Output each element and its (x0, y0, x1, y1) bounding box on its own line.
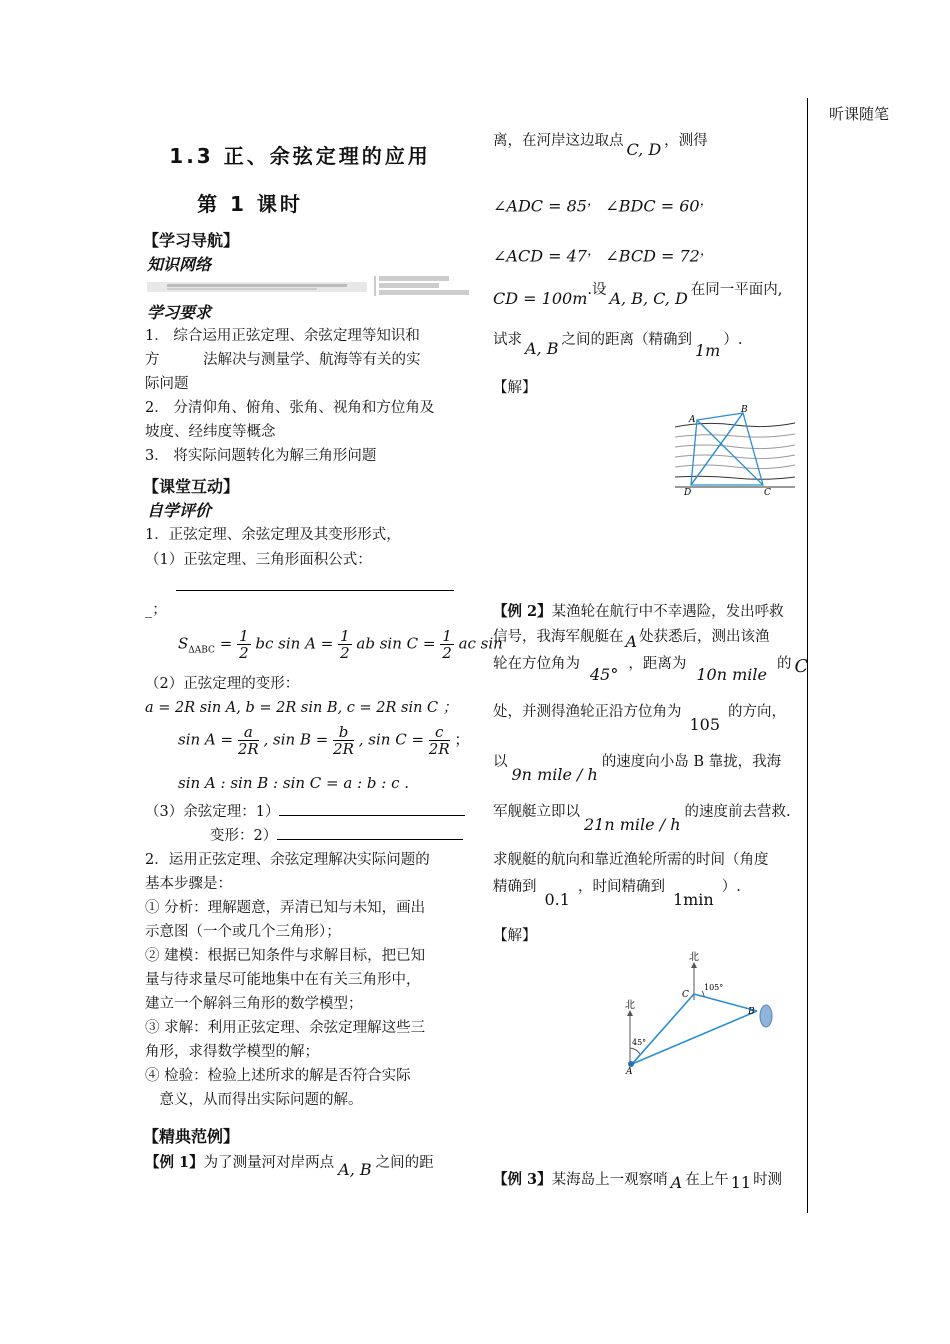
margin-note-label: 听课随笔 (829, 105, 890, 123)
svg-text:D: D (684, 488, 692, 498)
sine-form-1: a = 2R sin A, b = 2R sin B, c = 2R sin C ； (145, 700, 458, 716)
requirement-line: 3． 将实际问题转化为解三角形问题 (145, 448, 377, 464)
section-heading-nav: 【学习导航】 (143, 231, 240, 250)
svg-text:B: B (741, 405, 748, 415)
example-1-intro: 【例 1】为了测量河对岸两点 A, B 之间的距 (145, 1154, 434, 1179)
river-figure (675, 405, 795, 500)
q2-line: 示意图（一个或几个三角形）； (145, 924, 341, 940)
q1-part2: （2）正弦定理的变形： (145, 676, 300, 692)
requirement-line: 方 法解决与测量学、航海等有关的实 (145, 352, 421, 368)
svg-text:北: 北 (625, 1000, 635, 1011)
sine-form-2: sin A = $\frac{a}{2R}$ , sin B = $\frac{b}{2R}$ , sin C = $\frac{c}{2R}$ ； (178, 723, 470, 758)
q2-steps (145, 848, 465, 1112)
blank-line (277, 825, 463, 840)
ex2-line3: 轮在方位角为45°，距离为10n mile的 C (493, 656, 809, 684)
ex2-line6: 军舰艇立即以21n mile / h的速度前去营救. (493, 804, 791, 834)
svg-text:105°: 105° (704, 983, 724, 992)
ex1-line1: 离，在河岸这边取点 C, D ，测得 (493, 133, 708, 159)
requirements-list (145, 324, 465, 468)
ex2-line: 【例 2】某渔轮在航行中不幸遇险，发出呼救 (493, 603, 784, 620)
section-heading-examples: 【精典范例】 (143, 1127, 240, 1146)
navigation-figure (620, 950, 780, 1075)
q1-part1: （1）正弦定理、三角形面积公式： (145, 552, 372, 568)
ex2-line4: 处，并测得渔轮正沿方位角为105的方向， (493, 704, 787, 734)
knowledge-network-image (147, 274, 477, 298)
ex2-line7: 求舰艇的航向和靠近渔轮所需的时间（角度 (493, 852, 769, 868)
ex1-line5: 试求 A, B 之间的距离（精确到1m）. (493, 332, 743, 360)
q2-line: ① 分析：理解题意，弄清已知与未知，画出 (145, 900, 426, 916)
q2-line: 量与待求量尽可能地集中在有关三角形中， (145, 972, 421, 988)
svg-text:A: A (626, 1067, 633, 1077)
svg-text:C: C (682, 990, 689, 1000)
requirement-line: 坡度、经纬度等概念 (145, 424, 276, 440)
svg-text:45°: 45° (632, 1038, 647, 1047)
ex1-angle-line1: ∠ADC = 85， ∠BDC = 60， (493, 194, 713, 216)
q2-line: 建立一个解斜三角形的数学模型； (145, 996, 363, 1012)
q2-line: 角形，求得数学模型的解； (145, 1044, 319, 1060)
blank-line (176, 590, 454, 591)
q2-line: ② 建模：根据已知条件与求解目标，把已知 (145, 948, 426, 964)
ex1-angle-line2: ∠ACD = 47， ∠BCD = 72， (493, 244, 714, 266)
answer-label-1: 【解】 (493, 380, 537, 396)
svg-text:C: C (764, 488, 771, 498)
q2-line: 意义，从而得出实际问题的解。 (145, 1092, 363, 1108)
knowledge-network-heading: 知识网络 (147, 255, 212, 274)
ex2-line: 信号，我海军舰艇在 A 处获悉后，测出该渔 (493, 629, 770, 651)
requirements-heading: 学习要求 (147, 303, 212, 322)
example-2 (493, 600, 813, 649)
q1-intro: 1．正弦定理、余弦定理及其变形形式， (145, 527, 401, 543)
answer-label-2: 【解】 (493, 928, 537, 944)
svg-text:A: A (689, 415, 696, 425)
cosine-law-line: （3）余弦定理：1） (145, 800, 465, 824)
ex2-line8: 精确到0.1，时间精确到1min）. (493, 879, 741, 909)
svg-text:北: 北 (689, 952, 699, 963)
requirement-line: 际问题 (145, 376, 189, 392)
q2-line: ③ 求解：利用正弦定理、余弦定理解这些三 (145, 1020, 426, 1036)
svg-text:B: B (748, 1007, 755, 1017)
self-eval-heading: 自学评价 (147, 501, 212, 520)
requirement-line: 1． 综合运用正弦定理、余弦定理等知识和 (145, 328, 420, 344)
lesson-subtitle: 第 1 课时 (197, 192, 303, 216)
q2-line: ④ 检验：检验上述所求的解是否符合实际 (145, 1068, 411, 1084)
q2-line: 基本步骤是： (145, 876, 232, 892)
example-3: 【例 3】某海岛上一观察哨 A 在上午 11 时测 (493, 1171, 783, 1192)
ex1-line4: CD = 100m.设 A, B, C, D 在同一平面内, (493, 282, 783, 308)
sine-form-3: sin A : sin B : sin C = a : b : c . (178, 774, 410, 792)
requirement-line: 2． 分清仰角、俯角、张角、视角和方位角及 (145, 400, 435, 416)
area-formula: $S_{\Delta ABC}$ = $\frac{1}{2}$ bc sin A = $\frac{1}{2}$ ab sin C = $\frac{1}{2}$ ac sin (178, 627, 503, 662)
cosine-variant-line: 变形：2） (210, 824, 463, 848)
page-title: 1.3 正、余弦定理的应用 (169, 144, 431, 168)
blank-line (279, 801, 465, 816)
q1-blank-end: _； (145, 602, 167, 618)
section-heading-classroom: 【课堂互动】 (143, 477, 240, 496)
ex2-line5: 以9n mile / h的速度向小岛 B 靠拢，我海 (493, 754, 782, 784)
q2-line: 2．运用正弦定理、余弦定理解决实际问题的 (145, 852, 430, 868)
